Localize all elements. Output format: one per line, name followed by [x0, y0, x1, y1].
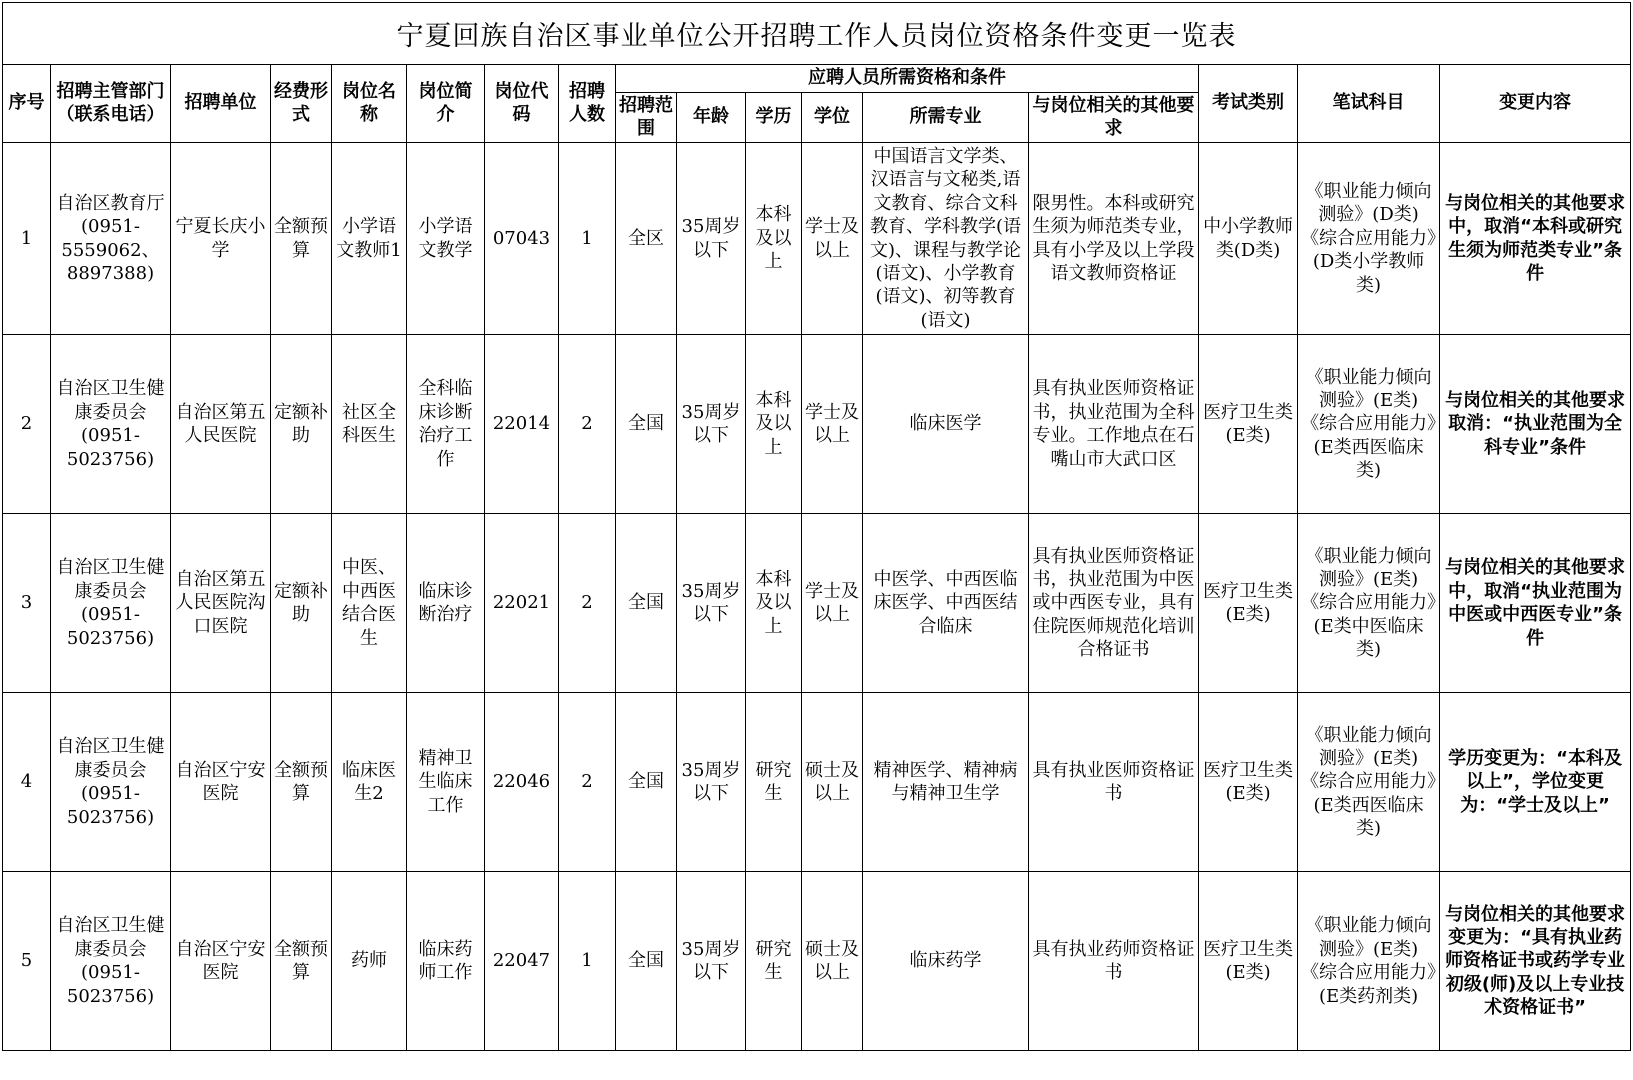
cell-seq: 1: [3, 143, 51, 335]
cell-change: 与岗位相关的其他要求变更为：“具有执业药师资格证书或药学专业初级(师)及以上专业技术资格证书”: [1440, 872, 1631, 1051]
cell-scope: 全区: [616, 143, 677, 335]
cell-count: 2: [559, 514, 616, 693]
cell-post-desc: 全科临床诊断治疗工作: [407, 335, 485, 514]
table-row: [3, 872, 1631, 1051]
header-other: 与岗位相关的其他要求: [1029, 93, 1199, 143]
cell-scope: 全国: [616, 514, 677, 693]
cell-scope: 全国: [616, 872, 677, 1051]
cell-age: 35周岁以下: [677, 693, 746, 872]
cell-major: 精神医学、精神病与精神卫生学: [863, 693, 1029, 872]
cell-unit: 自治区第五人民医院沟口医院: [171, 514, 271, 693]
cell-funding: 定额补助: [271, 514, 332, 693]
cell-post-code: 22014: [485, 335, 559, 514]
cell-other: 限男性。本科或研究生须为师范类专业，具有小学及以上学段语文教师资格证: [1029, 143, 1199, 335]
table-row: [3, 693, 1631, 872]
cell-post-name: 社区全科医生: [332, 335, 407, 514]
header-age: 年龄: [677, 93, 746, 143]
cell-seq: 4: [3, 693, 51, 872]
cell-funding: 全额预算: [271, 693, 332, 872]
cell-degree: 学士及以上: [802, 335, 863, 514]
header-unit: 招聘单位: [171, 65, 271, 143]
cell-dept: 自治区卫生健康委员会(0951-5023756): [51, 514, 171, 693]
cell-other: 具有执业药师资格证书: [1029, 872, 1199, 1051]
cell-education: 本科及以上: [746, 335, 802, 514]
header-written: 笔试科目: [1298, 65, 1440, 143]
cell-change: 与岗位相关的其他要求取消：“执业范围为全科专业”条件: [1440, 335, 1631, 514]
cell-post-code: 22046: [485, 693, 559, 872]
cell-post-desc: 精神卫生临床工作: [407, 693, 485, 872]
title-bar: [2, 2, 1631, 64]
cell-seq: 2: [3, 335, 51, 514]
cell-count: 2: [559, 693, 616, 872]
cell-change: 与岗位相关的其他要求中，取消“执业范围为中医或中西医专业”条件: [1440, 514, 1631, 693]
cell-age: 35周岁以下: [677, 335, 746, 514]
cell-degree: 学士及以上: [802, 143, 863, 335]
cell-dept: 自治区卫生健康委员会(0951-5023756): [51, 335, 171, 514]
cell-count: 2: [559, 335, 616, 514]
cell-count: 1: [559, 872, 616, 1051]
cell-post-code: 22047: [485, 872, 559, 1051]
cell-other: 具有执业医师资格证书: [1029, 693, 1199, 872]
cell-degree: 硕士及以上: [802, 872, 863, 1051]
cell-funding: 全额预算: [271, 872, 332, 1051]
cell-post-desc: 临床诊断治疗: [407, 514, 485, 693]
cell-other: 具有执业医师资格证书，执业范围为中医或中西医专业，具有住院医师规范化培训合格证书: [1029, 514, 1199, 693]
cell-education: 本科及以上: [746, 143, 802, 335]
cell-major: 中国语言文学类、汉语言与文秘类,语文教育、综合文科教育、学科教学(语文)、课程与教学论(语文)、小学教育(语文)、初等教育(语文): [863, 143, 1029, 335]
header-change: 变更内容: [1440, 65, 1631, 143]
cell-written: 《职业能力倾向测验》(E类)《综合应用能力》(E类西医临床类): [1298, 335, 1440, 514]
cell-post-name: 中医、中西医结合医生: [332, 514, 407, 693]
header-scope: 招聘范围: [616, 93, 677, 143]
cell-change: 与岗位相关的其他要求中，取消“本科或研究生须为师范类专业”条件: [1440, 143, 1631, 335]
cell-unit: 自治区第五人民医院: [171, 335, 271, 514]
table-row: [3, 514, 1631, 693]
change-table: [2, 64, 1631, 1051]
cell-exam-type: 医疗卫生类(E类): [1199, 693, 1298, 872]
cell-major: 临床药学: [863, 872, 1029, 1051]
cell-education: 研究生: [746, 872, 802, 1051]
cell-unit: 宁夏长庆小学: [171, 143, 271, 335]
cell-post-name: 临床医生2: [332, 693, 407, 872]
header-degree: 学位: [802, 93, 863, 143]
cell-dept: 自治区教育厅(0951-5559062、8897388): [51, 143, 171, 335]
cell-post-name: 药师: [332, 872, 407, 1051]
cell-age: 35周岁以下: [677, 872, 746, 1051]
cell-post-desc: 小学语文教学: [407, 143, 485, 335]
cell-written: 《职业能力倾向测验》(E类)《综合应用能力》(E类西医临床类): [1298, 693, 1440, 872]
cell-count: 1: [559, 143, 616, 335]
cell-exam-type: 医疗卫生类(E类): [1199, 872, 1298, 1051]
header-funding: 经费形式: [271, 65, 332, 143]
header-count: 招聘人数: [559, 65, 616, 143]
cell-written: 《职业能力倾向测验》(E类)《综合应用能力》(E类中医临床类): [1298, 514, 1440, 693]
cell-age: 35周岁以下: [677, 514, 746, 693]
header-dept: 招聘主管部门（联系电话）: [51, 65, 171, 143]
cell-post-code: 07043: [485, 143, 559, 335]
table-row: [3, 335, 1631, 514]
cell-written: 《职业能力倾向测验》(D类)《综合应用能力》(D类小学教师类): [1298, 143, 1440, 335]
cell-degree: 学士及以上: [802, 514, 863, 693]
header-seq: 序号: [3, 65, 51, 143]
cell-seq: 3: [3, 514, 51, 693]
header-major: 所需专业: [863, 93, 1029, 143]
cell-funding: 定额补助: [271, 335, 332, 514]
cell-scope: 全国: [616, 693, 677, 872]
cell-other: 具有执业医师资格证书，执业范围为全科专业。工作地点在石嘴山市大武口区: [1029, 335, 1199, 514]
cell-exam-type: 医疗卫生类(E类): [1199, 514, 1298, 693]
cell-seq: 5: [3, 872, 51, 1051]
cell-post-desc: 临床药师工作: [407, 872, 485, 1051]
cell-scope: 全国: [616, 335, 677, 514]
cell-degree: 硕士及以上: [802, 693, 863, 872]
cell-major: 中医学、中西医临床医学、中西医结合临床: [863, 514, 1029, 693]
cell-unit: 自治区宁安医院: [171, 693, 271, 872]
cell-post-name: 小学语文教师1: [332, 143, 407, 335]
cell-written: 《职业能力倾向测验》(E类)《综合应用能力》(E类药剂类): [1298, 872, 1440, 1051]
header-exam-type: 考试类别: [1199, 65, 1298, 143]
header-post-name: 岗位名称: [332, 65, 407, 143]
cell-education: 本科及以上: [746, 514, 802, 693]
cell-unit: 自治区宁安医院: [171, 872, 271, 1051]
header-post-code: 岗位代码: [485, 65, 559, 143]
header-education: 学历: [746, 93, 802, 143]
cell-exam-type: 中小学教师类(D类): [1199, 143, 1298, 335]
header-row-1: [3, 65, 1631, 93]
header-post-desc: 岗位简介: [407, 65, 485, 143]
cell-dept: 自治区卫生健康委员会(0951-5023756): [51, 872, 171, 1051]
cell-funding: 全额预算: [271, 143, 332, 335]
header-qualifications-group: 应聘人员所需资格和条件: [616, 65, 1199, 93]
cell-exam-type: 医疗卫生类(E类): [1199, 335, 1298, 514]
cell-change: 学历变更为：“本科及以上”，学位变更为：“学士及以上”: [1440, 693, 1631, 872]
cell-major: 临床医学: [863, 335, 1029, 514]
cell-education: 研究生: [746, 693, 802, 872]
cell-dept: 自治区卫生健康委员会(0951-5023756): [51, 693, 171, 872]
cell-age: 35周岁以下: [677, 143, 746, 335]
page-title: 宁夏回族自治区事业单位公开招聘工作人员岗位资格条件变更一览表: [396, 21, 1237, 52]
table-row: [3, 143, 1631, 335]
cell-post-code: 22021: [485, 514, 559, 693]
